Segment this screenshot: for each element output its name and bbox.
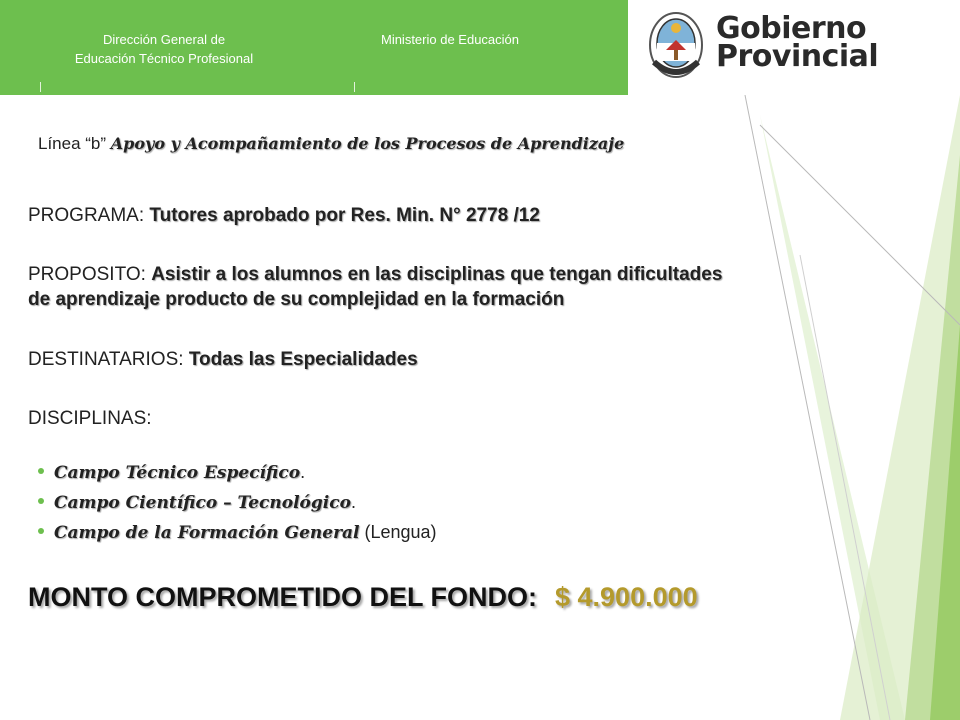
disciplina-item xyxy=(38,520,437,545)
destinatarios-row xyxy=(28,347,418,372)
bullet-icon xyxy=(38,528,44,534)
programa-label: PROGRAMA: xyxy=(28,205,150,226)
ministry-name: Ministerio de Educación xyxy=(380,32,520,47)
org-line-1: Dirección General de xyxy=(102,32,226,47)
org-line-2: Educación Técnico Profesional xyxy=(74,51,254,66)
linea-heading xyxy=(38,134,624,154)
proposito-value-line1: Asistir a los alumnos en las disciplinas que tengan dificultades xyxy=(151,264,723,285)
disciplina-item xyxy=(38,490,356,515)
disciplina-name: Campo Técnico Específico xyxy=(54,463,301,483)
bullet-icon xyxy=(38,498,44,504)
programa-value: Tutores aprobado por Res. Min. N° 2778 /12 xyxy=(149,205,540,226)
monto-amount: $ 4.900.000 xyxy=(555,582,698,612)
linea-title: Apoyo y Acompañamiento de los Procesos de Aprendizaje xyxy=(110,134,625,153)
disciplina-item xyxy=(38,460,305,485)
disciplina-name: Campo Científico – Tecnológico xyxy=(54,493,351,513)
bullet-icon xyxy=(38,468,44,474)
destinatarios-value: Todas las Especialidades xyxy=(188,349,418,370)
destinatarios-label: DESTINATARIOS: xyxy=(28,349,189,370)
linea-prefix: Línea “b” xyxy=(38,134,111,153)
disciplina-suffix: . xyxy=(350,492,356,512)
monto-line xyxy=(28,582,698,613)
proposito-row xyxy=(28,262,722,312)
disciplinas-label: DISCIPLINAS: xyxy=(28,408,152,429)
programa-row xyxy=(28,203,540,228)
disciplina-name: Campo de la Formación General xyxy=(54,523,360,543)
monto-label: MONTO COMPROMETIDO DEL FONDO: xyxy=(28,582,537,612)
disciplina-suffix: . xyxy=(300,462,306,482)
proposito-label: PROPOSITO: xyxy=(28,264,152,285)
government-wordmark-line2: Provincial xyxy=(716,39,879,74)
proposito-value-line2: de aprendizaje producto de su complejidad en la formación xyxy=(28,289,565,310)
disciplina-suffix: (Lengua) xyxy=(359,522,437,542)
government-wordmark-line1: Gobierno xyxy=(716,11,867,46)
